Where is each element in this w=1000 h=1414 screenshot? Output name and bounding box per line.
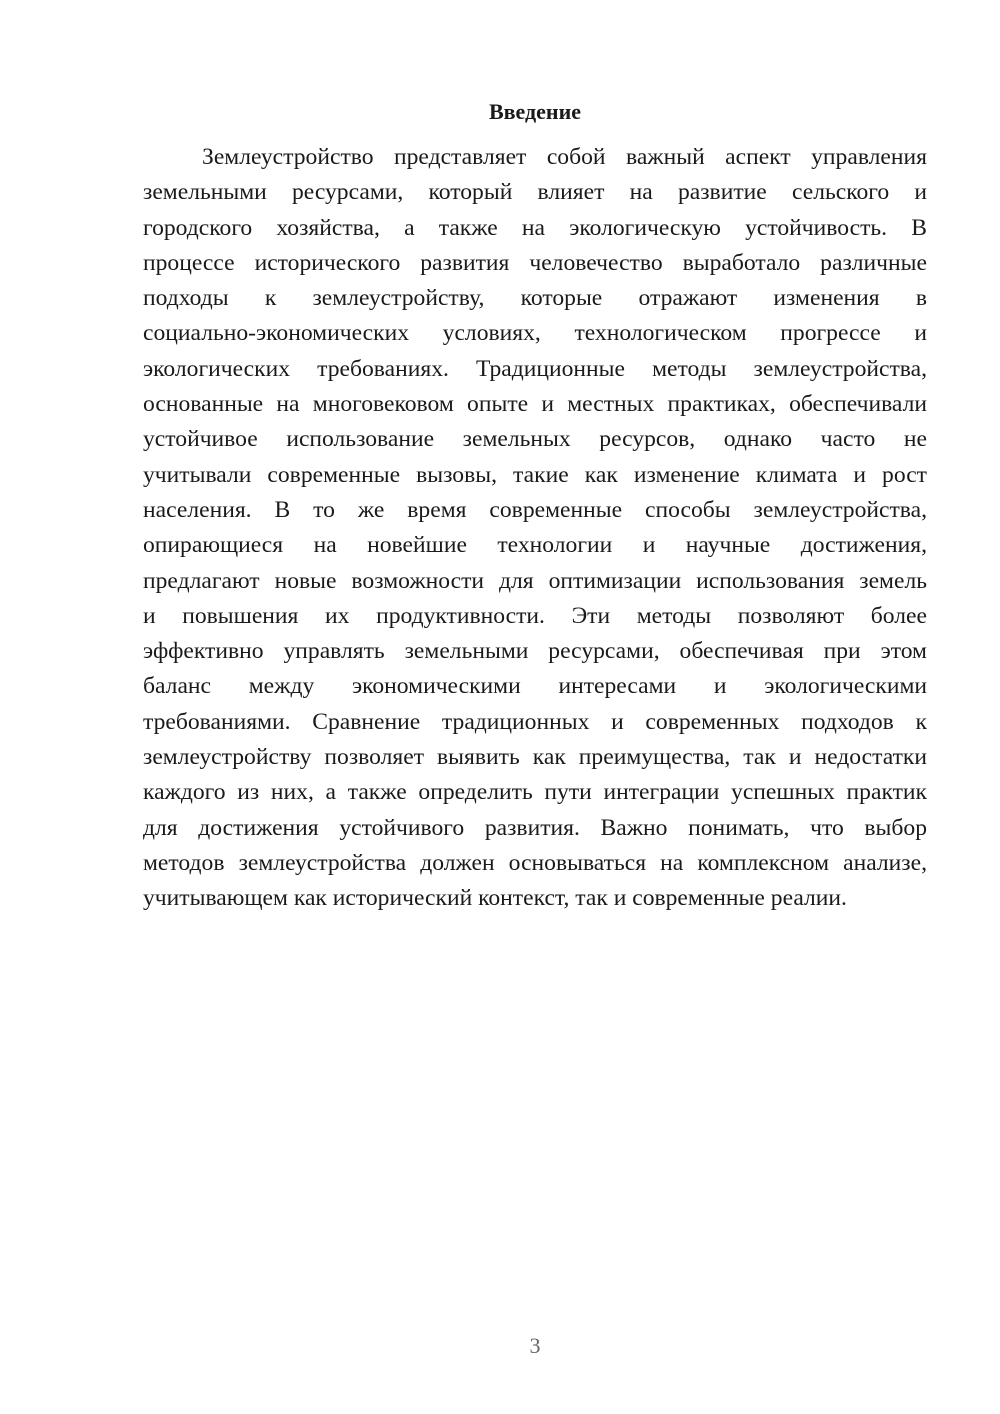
paragraph-line: земельными ресурсами, который влияет на развитие сельского и <box>143 179 927 206</box>
paragraph-line: и повышения их продуктивности. Эти методы позволяют более <box>143 602 927 629</box>
paragraph-line: экологических требованиях. Традиционные методы землеустройства, <box>143 355 927 382</box>
paragraph-line: устойчивое использование земельных ресурсов, однако часто не <box>143 426 927 453</box>
paragraph-line: учитывали современные вызовы, такие как изменение климата и рост <box>143 461 927 488</box>
paragraph-line: предлагают новые возможности для оптимизации использования земель <box>143 567 927 594</box>
paragraph-line: землеустройству позволяет выявить как преимущества, так и недостатки <box>143 744 927 771</box>
paragraph-line: Землеустройство представляет собой важный аспект управления <box>202 144 927 170</box>
paragraph-line: для достижения устойчивого развития. Важно понимать, что выбор <box>143 814 927 841</box>
section-heading: Введение <box>488 99 582 124</box>
paragraph-line: каждого из них, а также определить пути интеграции успешных практик <box>143 779 927 806</box>
paragraph-line: основанные на многовековом опыте и местных практиках, обеспечивали <box>143 391 927 418</box>
paragraph-line: методов землеустройства должен основываться на комплексном анализе, <box>143 849 927 876</box>
paragraph-line: подходы к землеустройству, которые отражают изменения в <box>143 285 927 312</box>
paragraph-line: процессе исторического развития человечество выработало различные <box>143 249 927 276</box>
page-number: 3 <box>529 1333 541 1358</box>
paragraph-line: учитывающем как исторический контекст, так и современные реалии. <box>143 885 847 912</box>
paragraph-line: требованиями. Сравнение традиционных и современных подходов к <box>143 708 927 735</box>
paragraph-line: эффективно управлять земельными ресурсами, обеспечивая при этом <box>143 638 927 665</box>
paragraph-line: населения. В то же время современные способы землеустройства, <box>143 496 927 523</box>
paragraph-line: опирающиеся на новейшие технологии и научные достижения, <box>143 532 927 559</box>
intro-paragraph <box>143 140 927 917</box>
paragraph-line: социально-экономических условиях, технологическом прогрессе и <box>143 320 927 347</box>
paragraph-line: городского хозяйства, а также на экологическую устойчивость. В <box>143 214 927 241</box>
paragraph-line: баланс между экономическими интересами и экологическими <box>143 673 927 700</box>
